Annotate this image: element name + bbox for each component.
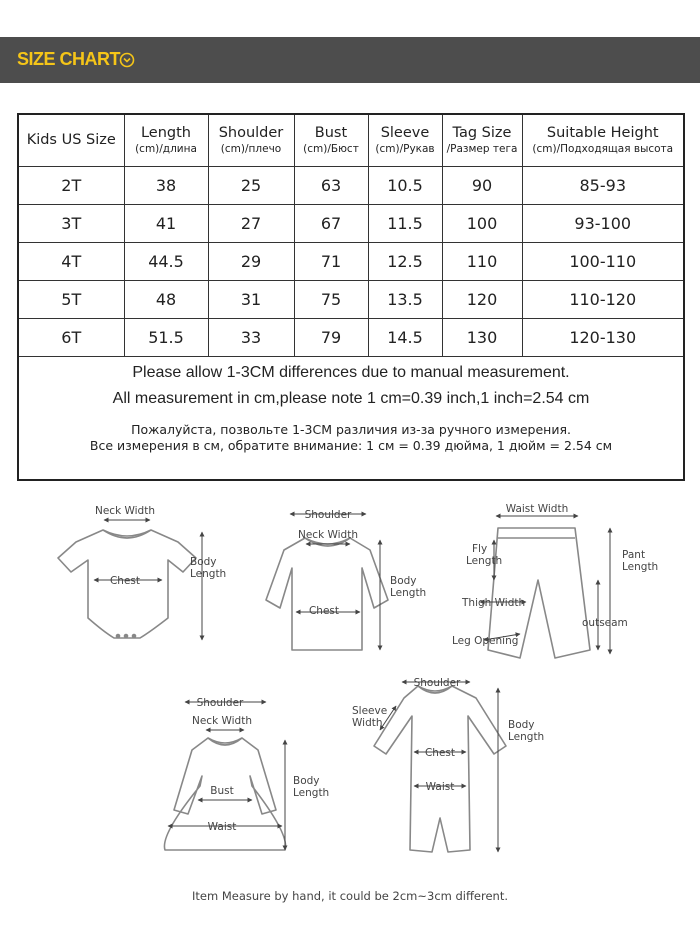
header-bust: Bust (cm)/Бюст — [294, 115, 368, 166]
dress-shoulder-label: Shoulder — [196, 697, 244, 709]
size-table — [19, 115, 683, 357]
shirt-diagram — [266, 538, 388, 650]
cell-tag-size: 100 — [442, 204, 522, 242]
header-tag-size: Tag Size /Размер тега — [442, 115, 522, 166]
table-row — [19, 280, 683, 318]
table-header-row — [19, 115, 683, 166]
cell-tag-size: 110 — [442, 242, 522, 280]
shirt-chest-label: Chest — [308, 605, 340, 617]
shirt-shoulder-label: Shoulder — [304, 509, 352, 521]
shirt-body-label-1: Body — [390, 575, 417, 587]
header-length: Length (cm)/длина — [124, 115, 208, 166]
dress-waist-label: Waist — [207, 821, 237, 833]
garment-diagrams-svg — [0, 490, 700, 890]
cell-bust: 63 — [294, 166, 368, 204]
dress-body-label-1: Body — [293, 775, 320, 787]
cell-sleeve: 10.5 — [368, 166, 442, 204]
cell-suitable-height: 93-100 — [522, 204, 683, 242]
romper-waist-label: Waist — [425, 781, 455, 793]
romper-chest-label: Chest — [424, 747, 456, 759]
cell-suitable-height: 85-93 — [522, 166, 683, 204]
romper-sleeve-label-2: Width — [352, 717, 383, 729]
cell-length: 48 — [124, 280, 208, 318]
pants-fly-label-2: Length — [466, 555, 503, 567]
shirt-neck-label: Neck Width — [297, 529, 359, 541]
footer-note: Item Measure by hand, it could be 2cm~3cm different. — [191, 889, 509, 903]
cell-tag-size: 130 — [442, 318, 522, 356]
cell-size: 4T — [19, 242, 124, 280]
table-row — [19, 204, 683, 242]
note-conversion-en: All measurement in cm,please note 1 cm=0.39 inch,1 inch=2.54 cm — [112, 390, 590, 407]
chevron-down-circle-icon — [118, 51, 136, 69]
banner-title: SIZE CHART — [17, 49, 120, 69]
cell-bust: 67 — [294, 204, 368, 242]
header-suitable-height: Suitable Height (cm)/Подходящая высота — [522, 115, 683, 166]
pants-pant-label-2: Length — [622, 561, 659, 573]
romper-sleeve-label-1: Sleeve — [352, 705, 388, 717]
cell-tag-size: 120 — [442, 280, 522, 318]
romper-body-label-2: Length — [508, 731, 545, 743]
cell-shoulder: 27 — [208, 204, 294, 242]
cell-bust: 79 — [294, 318, 368, 356]
cell-suitable-height: 100-110 — [522, 242, 683, 280]
cell-shoulder: 29 — [208, 242, 294, 280]
cell-sleeve: 13.5 — [368, 280, 442, 318]
cell-size: 3T — [19, 204, 124, 242]
romper-body-label-1: Body — [508, 719, 535, 731]
size-chart-table — [17, 113, 685, 481]
cell-size: 2T — [19, 166, 124, 204]
dress-bust-label: Bust — [210, 785, 234, 797]
note-allowance-ru: Пожалуйста, позвольте 1-3CM различия из-за ручного измерения. — [131, 422, 571, 437]
measurement-diagrams — [0, 490, 700, 930]
cell-length: 44.5 — [124, 242, 208, 280]
romper-shoulder-label: Shoulder — [413, 677, 461, 689]
header-shoulder: Shoulder (cm)/плечо — [208, 115, 294, 166]
cell-sleeve: 11.5 — [368, 204, 442, 242]
cell-bust: 71 — [294, 242, 368, 280]
pants-fly-label-1: Fly — [472, 543, 488, 555]
cell-sleeve: 12.5 — [368, 242, 442, 280]
cell-size: 5T — [19, 280, 124, 318]
table-row — [19, 318, 683, 356]
cell-length: 51.5 — [124, 318, 208, 356]
pants-waist-label: Waist Width — [505, 503, 569, 515]
cell-sleeve: 14.5 — [368, 318, 442, 356]
pants-thigh-label: Thigh Width — [462, 597, 526, 609]
pants-outseam-label: outseam — [582, 617, 628, 629]
bodysuit-neck-label: Neck Width — [94, 505, 156, 517]
size-chart-banner — [0, 37, 700, 83]
shirt-body-label-2: Length — [390, 587, 427, 599]
bodysuit-chest-label: Chest — [109, 575, 141, 587]
pants-pant-label-1: Pant — [622, 549, 646, 561]
note-allowance-en: Please allow 1-3CM differences due to manual measurement. — [132, 364, 570, 381]
cell-length: 38 — [124, 166, 208, 204]
table-row — [19, 242, 683, 280]
cell-suitable-height: 120-130 — [522, 318, 683, 356]
bodysuit-body-label-2: Length — [190, 568, 227, 580]
romper-diagram — [374, 686, 506, 852]
pants-leg-label: Leg Opening — [452, 635, 519, 647]
cell-shoulder: 33 — [208, 318, 294, 356]
bodysuit-body-label-1: Body — [190, 556, 217, 568]
cell-shoulder: 25 — [208, 166, 294, 204]
note-conversion-ru: Все измерения в см, обратите внимание: 1 см = 0.39 дюйма, 1 дюйм = 2.54 см — [89, 438, 613, 453]
dress-neck-label: Neck Width — [191, 715, 253, 727]
header-kids-us-size: Kids US Size — [19, 115, 124, 166]
cell-tag-size: 90 — [442, 166, 522, 204]
cell-shoulder: 31 — [208, 280, 294, 318]
cell-length: 41 — [124, 204, 208, 242]
cell-size: 6T — [19, 318, 124, 356]
header-sleeve: Sleeve (cm)/Рукав — [368, 115, 442, 166]
dress-body-label-2: Length — [293, 787, 330, 799]
table-row — [19, 166, 683, 204]
cell-suitable-height: 110-120 — [522, 280, 683, 318]
cell-bust: 75 — [294, 280, 368, 318]
